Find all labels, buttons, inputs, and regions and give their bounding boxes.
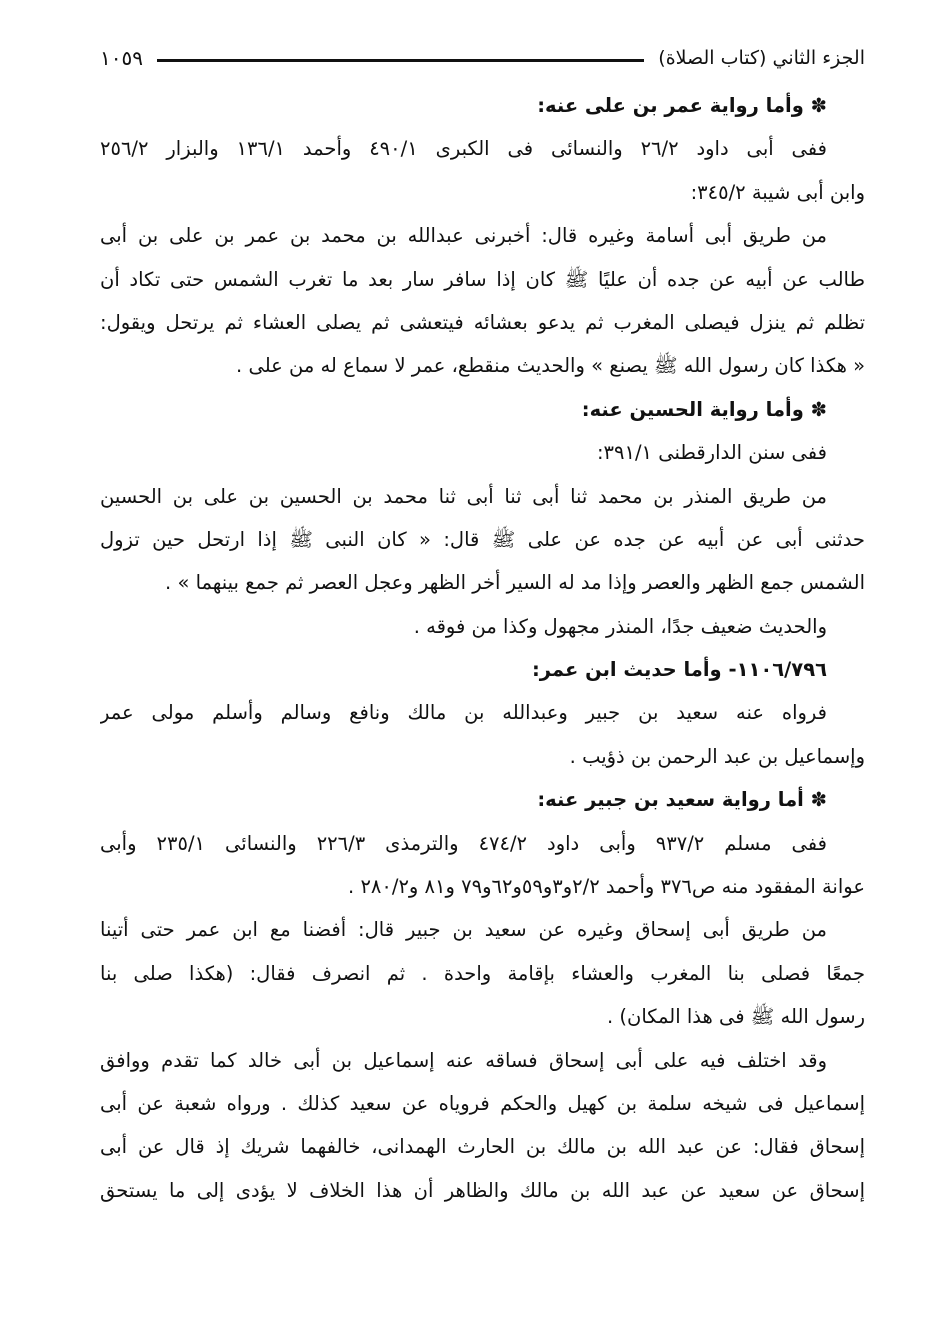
text-line: فرواه عنه سعيد بن جبير وعبدالله بن مالك ونافع وسالم وأسلم مولى عمر (100, 701, 827, 725)
text-line: من طريق المنذر بن محمد ثنا أبى ثنا أبى ثنا محمد بن الحسين بن على بن الحسين (100, 484, 827, 508)
text-line: إسماعيل فى شيخه سلمة بن كهيل والحكم فروياه عن سعيد كذلك . ورواه شعبة عن أبى (100, 1091, 865, 1115)
header-title: الجزء الثاني (كتاب الصلاة) (658, 47, 865, 69)
text-line: ✽ وأما رواية الحسين عنه: (581, 397, 827, 421)
text-line: وابن أبى شيبة ٣٤٥/٢: (690, 180, 865, 204)
text-line: من طريق أبى أسامة وغيره قال: أخبرنى عبدالله بن محمد بن عمر بن على بن أبى (100, 224, 827, 248)
text-line: ففى أبى داود ٢٦/٢ والنسائى فى الكبرى ٤٩٠/١ وأحمد ١٣٦/١ والبزار ٢٥٦/٢ (100, 137, 827, 161)
text-line: رسول الله ﷺ فى هذا المكان) . (607, 1005, 865, 1029)
text-line: ١١٠٦/٧٩٦- وأما حديث ابن عمر: (531, 658, 827, 682)
text-line: تظلم ثم ينزل فيصلى المغرب ثم يدعو بعشائه فيتعشى ثم يصلى العشاء ثم يرتحل ويقول: (100, 310, 865, 334)
text-line: ففى سنن الدارقطنى ٣٩١/١: (596, 441, 827, 465)
body-text (100, 84, 865, 1212)
text-line: والحديث ضعيف جدًا، المنذر مجهول وكذا من فوقه . (413, 614, 827, 638)
text-line: ✽ وأما رواية عمر بن على عنه: (537, 94, 827, 117)
text-line: حدثنى أبى عن أبيه عن جده عن على ﷺ قال: « كان النبى ﷺ إذا ارتحل حين تزول (100, 527, 865, 551)
book-page (100, 38, 865, 1212)
running-header (100, 38, 865, 78)
header-rule (157, 59, 644, 62)
text-line: إسحاق عن سعيد عن عبد الله بن مالك والظاهر أن هذا الخلاف لا يؤدى إلى ما يستحق (100, 1178, 865, 1202)
text-line: إسحاق فقال: عن عبد الله بن مالك بن الحارث الهمدانى، خالفهما شريك إذ قال عن أبى (100, 1135, 865, 1159)
text-line: ففى مسلم ٩٣٧/٢ وأبى داود ٤٧٤/٢ والترمذى ٢٢٦/٣ والنسائى ٢٣٥/١ وأبى (100, 831, 827, 855)
text-line: وقد اختلف فيه على أبى إسحاق فساقه عنه إسماعيل بن أبى خالد كما تقدم ووافق (100, 1048, 827, 1072)
text-line: « هكذا كان رسول الله ﷺ يصنع » والحديث منقطع، عمر لا سماع له من على . (236, 354, 865, 378)
text-line: الشمس جمع الظهر والعصر وإذا مد له السير أخر الظهر وعجل العصر ثم جمع بينهما » . (165, 571, 865, 595)
text-line: ✽ أما رواية سعيد بن جبير عنه: (537, 788, 827, 812)
page-number: ١٠٥٩ (100, 46, 143, 70)
text-line: جمعًا فصلى بنا المغرب والعشاء بإقامة واحدة . ثم انصرف فقال: (هكذا صلى بنا (100, 961, 865, 985)
text-line: عوانة المفقود منه ص٣٧٦ وأحمد ٢/٢و٣و٥٩و٦٢و٧٩ و٨١ و٢٨٠/٢ . (348, 875, 865, 899)
text-line: من طريق أبى إسحاق وغيره عن سعيد بن جبير قال: أفضنا مع ابن عمر حتى أتينا (100, 918, 827, 942)
text-line: طالب عن أبيه عن جده أن عليًا ﷺ كان إذا سافر سار بعد ما تغرب الشمس حتى تكاد أن (100, 267, 865, 291)
text-line: وإسماعيل بن عبد الرحمن بن ذؤيب . (569, 744, 865, 768)
